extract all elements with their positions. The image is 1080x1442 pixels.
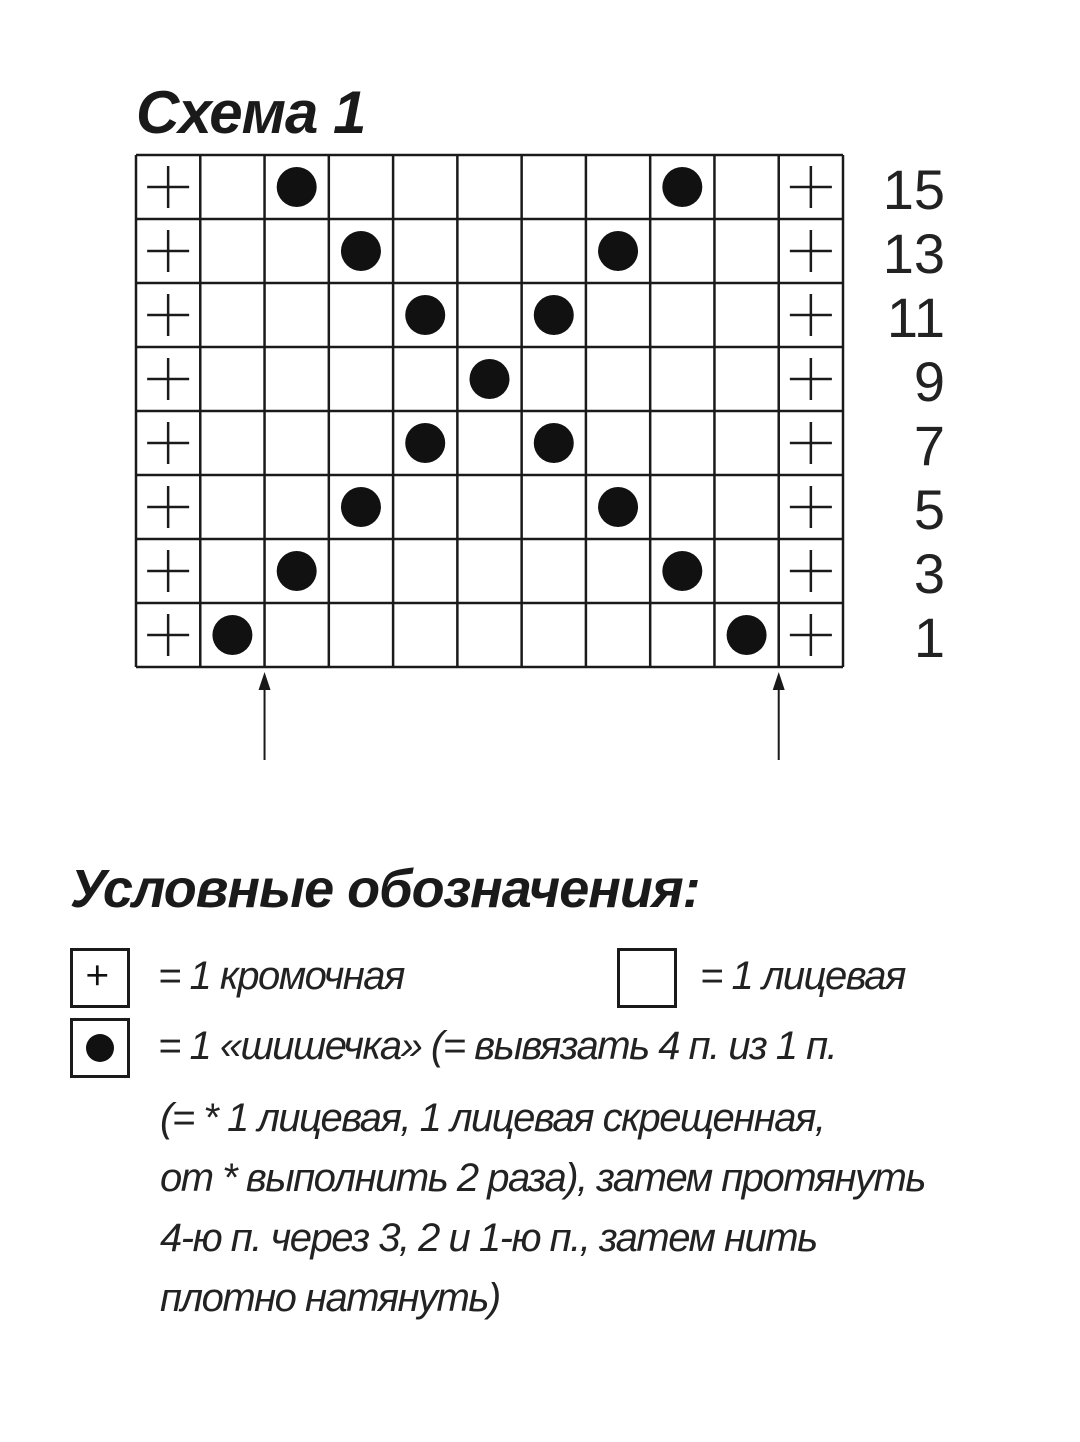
bobble-stitch-dot bbox=[341, 487, 381, 527]
legend-bobble-description bbox=[160, 1088, 1040, 1328]
bobble-stitch-dot bbox=[534, 423, 574, 463]
legend-bobble-box bbox=[70, 1018, 130, 1078]
bobble-stitch-dot bbox=[341, 231, 381, 271]
legend-desc-line: плотно натянуть) bbox=[160, 1276, 500, 1320]
repeat-arrow-head bbox=[259, 672, 271, 690]
row-number-label: 3 bbox=[913, 542, 945, 605]
bobble-stitch-dot bbox=[598, 231, 638, 271]
bobble-stitch-dot bbox=[534, 295, 574, 335]
row-number-label: 1 bbox=[913, 606, 945, 669]
row-number-label: 11 bbox=[886, 286, 945, 349]
legend-bobble-text: = 1 «шишечка» (= вывязать 4 п. из 1 п. bbox=[158, 1024, 837, 1068]
bobble-stitch-dot bbox=[212, 615, 252, 655]
legend-edge-stitch-text: = 1 кромочная bbox=[158, 954, 404, 998]
legend-title: Условные обозначения: bbox=[70, 859, 700, 919]
row-number-label: 13 bbox=[882, 222, 945, 285]
plus-icon bbox=[73, 951, 127, 1005]
bobble-stitch-dot bbox=[662, 551, 702, 591]
row-number-label: 5 bbox=[913, 478, 945, 541]
repeat-arrow-head bbox=[773, 672, 785, 690]
row-number-label: 9 bbox=[913, 350, 945, 413]
bobble-stitch-dot bbox=[470, 359, 510, 399]
bobble-stitch-dot bbox=[277, 167, 317, 207]
chart-title: Схема 1 bbox=[136, 79, 366, 146]
legend-desc-line: 4-ю п. через 3, 2 и 1-ю п., затем нить bbox=[160, 1216, 817, 1260]
legend-desc-line: от * выполнить 2 раза), затем протянуть bbox=[160, 1156, 925, 1200]
row-number-label: 7 bbox=[913, 414, 945, 477]
bobble-stitch-dot bbox=[405, 295, 445, 335]
bobble-stitch-dot bbox=[277, 551, 317, 591]
empty-square-icon bbox=[617, 948, 677, 1008]
row-number-label: 15 bbox=[882, 158, 945, 221]
legend-knit-stitch-text: = 1 лицевая bbox=[700, 954, 905, 998]
bobble-stitch-dot bbox=[405, 423, 445, 463]
bobble-stitch-dot bbox=[727, 615, 767, 655]
legend-plus-box bbox=[70, 948, 130, 1008]
bobble-stitch-dot bbox=[662, 167, 702, 207]
legend-desc-line: (= * 1 лицевая, 1 лицевая скрещенная, bbox=[160, 1096, 825, 1140]
bobble-dot-icon bbox=[86, 1034, 114, 1062]
bobble-stitch-dot bbox=[598, 487, 638, 527]
